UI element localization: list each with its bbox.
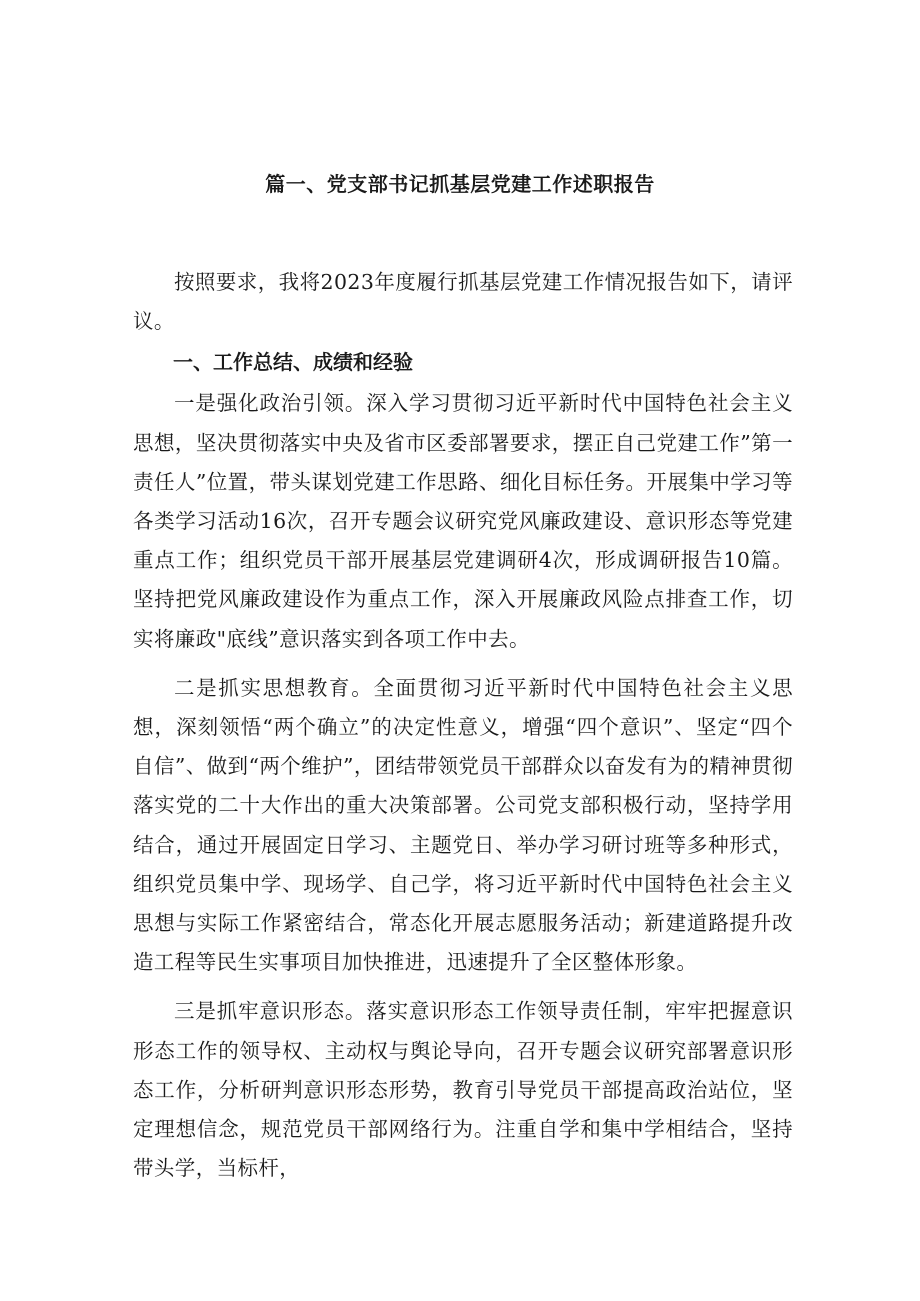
paragraph-ideology-work: 三是抓牢意识形态。落实意识形态工作领导责任制，牢牢把握意识形态工作的领导权、主动权与舆论导向，召开专题会议研究部署意识形态工作，分析研判意识形态形势，教育引导党员干部提高政治站位，坚定理想信念，规范党员干部网络行为。注重自学和集中学相结合，坚持带头学，当标杆，	[133, 999, 793, 1181]
intro-paragraph: 按照要求，我将2023年度履行抓基层党建工作情况报告如下，请评议。	[133, 270, 793, 334]
paragraph-political-guidance: 一是强化政治引领。深入学习贯彻习近平新时代中国特色社会主义思想，坚决贯彻落实中央及省市区委部署要求，摆正自己党建工作”第一责任人”位置，带头谋划党建工作思路、细化目标任务。开展集中学习等各类学习活动16次，召开专题会议研究党风廉政建设、意识形态等党建重点工作；组织党员干部开展基层党建调研4次，形成调研报告10篇。坚持把党风廉政建设作为重点工作，深入开展廉政风险点排查工作，切实将廉政"底线”意识落实到各项工作中去。	[133, 391, 793, 651]
paragraph-ideological-education: 二是抓实思想教育。全面贯彻习近平新时代中国特色社会主义思想，深刻领悟“两个确立”的决定性意义，增强“四个意识”、坚定“四个自信”、做到“两个维护”，团结带领党员干部群众以奋发有为的精神贯彻落实党的二十大作出的重大决策部署。公司党支部积极行动，坚持学用结合，通过开展固定日学习、主题党日、举办学习研讨班等多种形式，组织党员集中学、现场学、自己学，将习近平新时代中国特色社会主义思想与实际工作紧密结合，常态化开展志愿服务活动；新建道路提升改造工程等民生实事项目加快推进，迅速提升了全区整体形象。	[133, 675, 793, 975]
document-title: 篇一、党支部书记抓基层党建工作述职报告	[265, 172, 655, 196]
document-body	[133, 263, 793, 1198]
section-heading: 一、工作总结、成绩和经验	[173, 350, 413, 375]
